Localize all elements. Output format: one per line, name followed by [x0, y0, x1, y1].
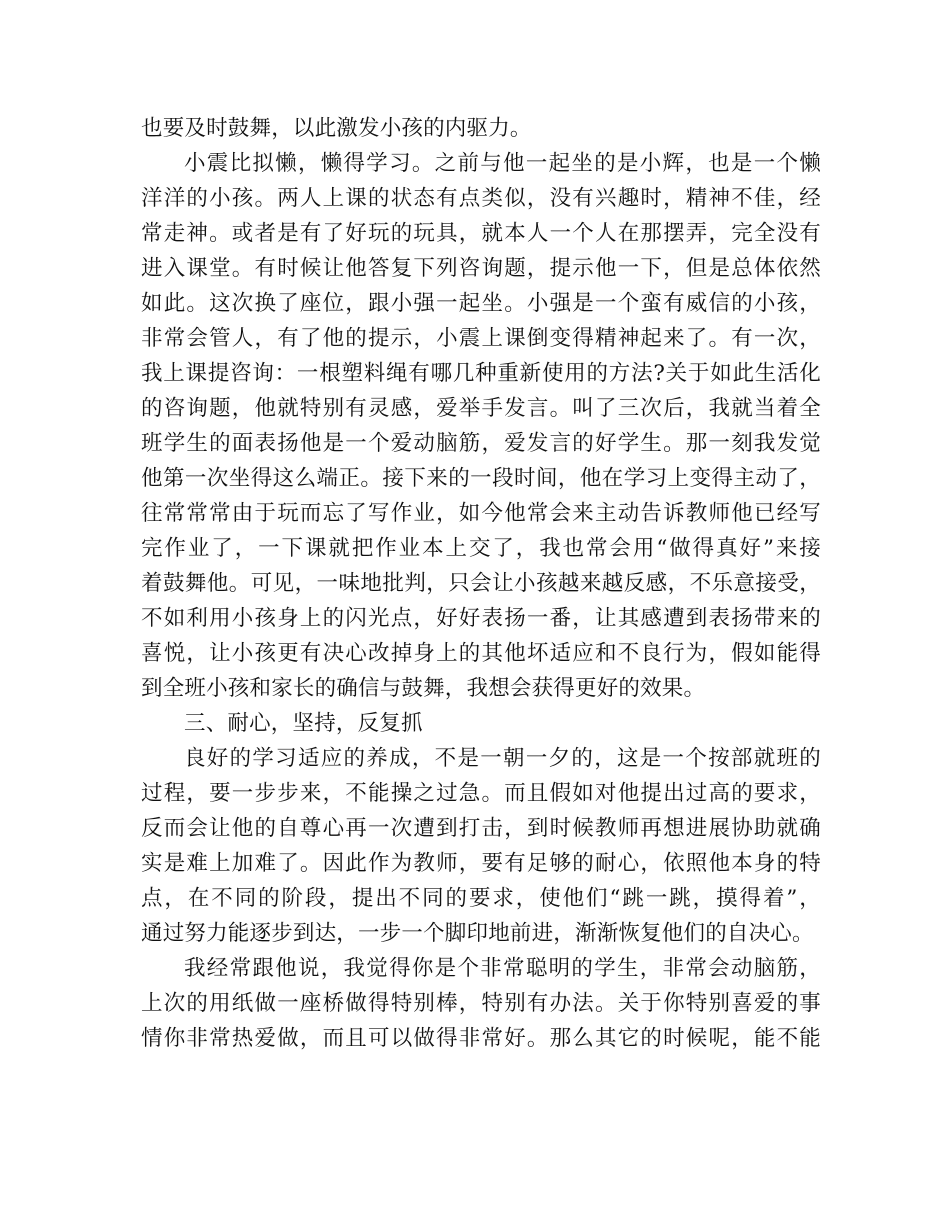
paragraph-line: 反而会让他的自尊心再一次遭到打击，到时候教师再想进展协助就确: [141, 816, 821, 841]
paragraph-line: 班学生的面表扬他是一个爱动脑筋，爱发言的好学生。那一刻我发觉: [141, 431, 821, 456]
paragraph-line: 非常会管人，有了他的提示，小震上课倒变得精神起来了。有一次，: [141, 326, 821, 351]
paragraph-line: 他第一次坐得这么端正。接下来的一段时间，他在学习上变得主动了，: [141, 466, 821, 491]
paragraph-line: 上次的用纸做一座桥做得特别棒，特别有办法。关于你特别喜爱的事: [141, 991, 821, 1016]
paragraph-line: 通过努力能逐步到达，一步一个脚印地前进，渐渐恢复他们的自决心。: [141, 921, 814, 946]
paragraph-line: 情你非常热爱做，而且可以做得非常好。那么其它的时候呢，能不能: [141, 1026, 821, 1051]
paragraph-line: 往常常常由于玩而忘了写作业，如今他常会来主动告诉教师他已经写: [141, 501, 821, 526]
paragraph-line: 到全班小孩和家长的确信与鼓舞，我想会获得更好的效果。: [141, 676, 706, 701]
paragraph-line: 点，在不同的阶段，提出不同的要求，使他们“跳一跳，摸得着”，: [141, 886, 821, 911]
paragraph-line: 进入课堂。有时候让他答复下列咨询题，提示他一下，但是总体依然: [141, 256, 821, 281]
paragraph-line: 完作业了，一下课就把作业本上交了，我也常会用“做得真好”来接: [141, 536, 821, 561]
paragraph-line: 的咨询题，他就特别有灵感，爱举手发言。叫了三次后，我就当着全: [141, 396, 821, 421]
paragraph-line: 过程，要一步步来，不能操之过急。而且假如对他提出过高的要求，: [141, 781, 821, 806]
paragraph-line: 我经常跟他说，我觉得你是个非常聪明的学生，非常会动脑筋，: [184, 956, 821, 981]
paragraph-line: 实是难上加难了。因此作为教师，要有足够的耐心，依照他本身的特: [141, 851, 821, 876]
paragraph-line: 小震比拟懒，懒得学习。之前与他一起坐的是小辉，也是一个懒: [184, 151, 821, 176]
paragraph-line: 如此。这次换了座位，跟小强一起坐。小强是一个蛮有威信的小孩，: [141, 291, 821, 316]
section-heading: 三、耐心，坚持，反复抓: [184, 711, 423, 736]
paragraph-line: 不如利用小孩身上的闪光点，好好表扬一番，让其感遭到表扬带来的: [141, 606, 821, 631]
paragraph-line: 洋洋的小孩。两人上课的状态有点类似，没有兴趣时，精神不佳，经: [141, 186, 821, 211]
document-page: [141, 111, 821, 1056]
paragraph-line: 常走神。或者是有了好玩的玩具，就本人一个人在那摆弄，完全没有: [141, 221, 821, 246]
paragraph-line: 喜悦，让小孩更有决心改掉身上的其他坏适应和不良行为，假如能得: [141, 641, 821, 666]
paragraph-line: 我上课提咨询：一根塑料绳有哪几种重新使用的方法?关于如此生活化: [141, 361, 821, 386]
paragraph-line: 良好的学习适应的养成，不是一朝一夕的，这是一个按部就班的: [184, 746, 821, 771]
paragraph-line: 也要及时鼓舞，以此激发小孩的内驱力。: [141, 116, 532, 141]
paragraph-line: 着鼓舞他。可见，一味地批判，只会让小孩越来越反感，不乐意接受，: [141, 571, 821, 596]
